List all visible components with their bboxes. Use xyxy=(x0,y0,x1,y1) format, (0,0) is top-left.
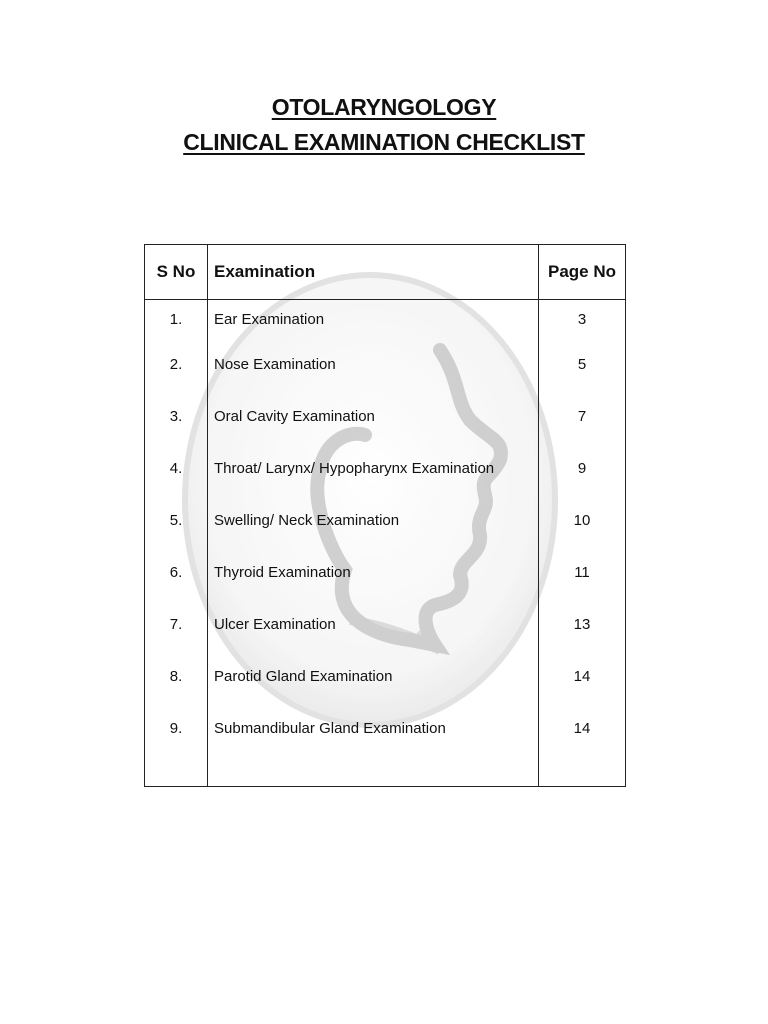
row-page: 10 xyxy=(539,494,626,546)
row-examination: Ulcer Examination xyxy=(208,598,539,650)
row-page: 9 xyxy=(539,442,626,494)
header-examination: Examination xyxy=(208,245,539,300)
table-row xyxy=(145,702,626,787)
row-examination: Swelling/ Neck Examination xyxy=(208,494,539,546)
table-header-row xyxy=(145,245,626,300)
table-row xyxy=(145,442,626,494)
row-sno: 7. xyxy=(145,598,208,650)
table-row xyxy=(145,338,626,390)
table-row xyxy=(145,546,626,598)
table-row xyxy=(145,650,626,702)
row-page: 3 xyxy=(539,300,626,339)
row-sno: 5. xyxy=(145,494,208,546)
table-row xyxy=(145,598,626,650)
row-sno: 8. xyxy=(145,650,208,702)
header-page: Page No xyxy=(539,245,626,300)
row-examination: Thyroid Examination xyxy=(208,546,539,598)
row-examination: Parotid Gland Examination xyxy=(208,650,539,702)
row-sno: 2. xyxy=(145,338,208,390)
table-row xyxy=(145,390,626,442)
row-page: 13 xyxy=(539,598,626,650)
row-examination: Oral Cavity Examination xyxy=(208,390,539,442)
row-examination: Nose Examination xyxy=(208,338,539,390)
row-page: 7 xyxy=(539,390,626,442)
document-title: OTOLARYNGOLOGY xyxy=(271,94,497,120)
row-examination: Throat/ Larynx/ Hypopharynx Examination xyxy=(208,442,539,494)
table-row xyxy=(145,494,626,546)
header-sno: S No xyxy=(145,245,208,300)
contents-table xyxy=(144,244,626,787)
row-sno: 9. xyxy=(145,702,208,787)
document-subtitle: CLINICAL EXAMINATION CHECKLIST xyxy=(183,129,585,155)
row-page: 14 xyxy=(539,702,626,787)
row-sno: 1. xyxy=(145,300,208,339)
row-page: 14 xyxy=(539,650,626,702)
row-sno: 4. xyxy=(145,442,208,494)
row-sno: 6. xyxy=(145,546,208,598)
row-examination: Submandibular Gland Examination xyxy=(208,702,539,787)
row-page: 11 xyxy=(539,546,626,598)
row-examination: Ear Examination xyxy=(208,300,539,339)
row-page: 5 xyxy=(539,338,626,390)
table-row xyxy=(145,300,626,339)
row-sno: 3. xyxy=(145,390,208,442)
